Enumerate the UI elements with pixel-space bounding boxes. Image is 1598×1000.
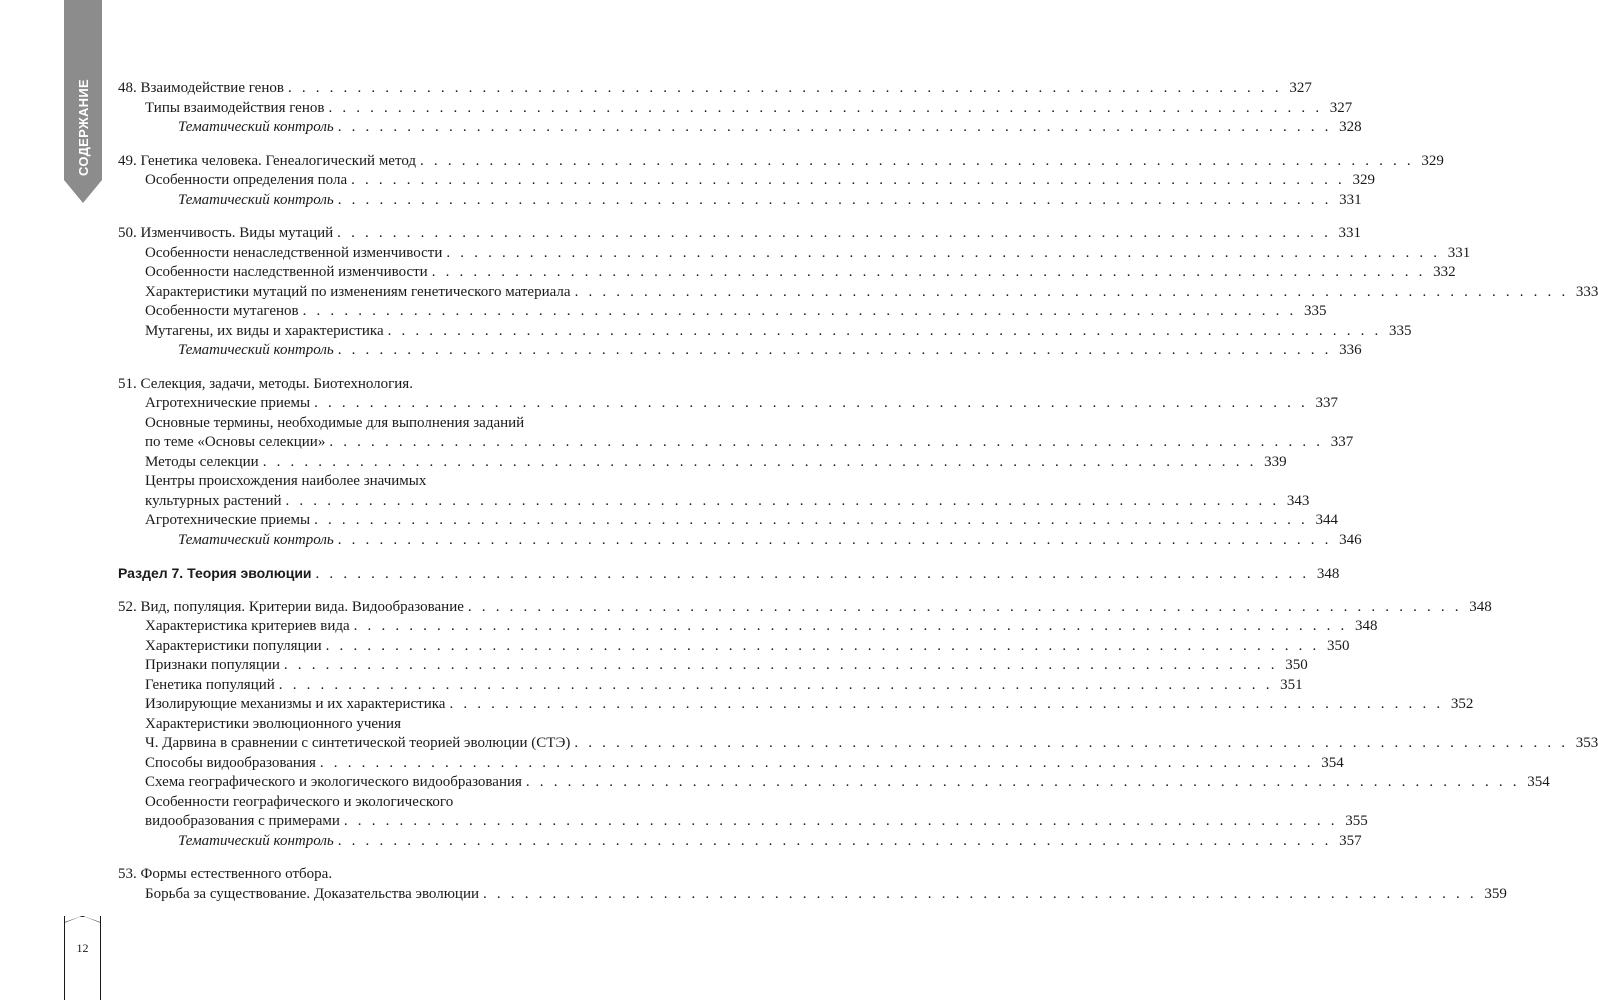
toc-page-number: 359 xyxy=(1484,885,1507,902)
toc-page-number: 331 xyxy=(1339,191,1362,208)
page-number: 12 xyxy=(76,941,89,955)
toc-group xyxy=(118,564,1340,584)
toc-leader-dots: . . . . . . . . . . . . . . . . . . . . . . . . . . . . . . . . . . . . . . . . . . . . . . . . . . . . . . . . . . . . . . . . . . . . . . . . xyxy=(285,492,1280,509)
toc-entry-row xyxy=(118,394,1338,414)
toc-page-number: 337 xyxy=(1330,434,1354,450)
toc-entry-title: Мутагены, их виды и характеристика xyxy=(145,322,384,339)
toc-entry-title: Агротехнические приемы xyxy=(145,512,311,528)
toc-entry-row xyxy=(118,492,1310,512)
toc-page-number: 348 xyxy=(1469,598,1492,615)
toc-entry-row xyxy=(118,472,733,492)
toc-entry-row xyxy=(118,244,1471,264)
toc-entry-title: Тематический контроль xyxy=(178,342,334,358)
toc-page-number: 331 xyxy=(1447,244,1471,261)
toc-page-number: 353 xyxy=(1575,735,1598,751)
toc-leader-dots: . . . . . . . . . . . . . . . . . . . . . . . . . . . . . . . . . . . . . . . . . . . . . . . . . . . . . . . . . . . . . . . . . . . . . . . . xyxy=(431,264,1426,280)
toc-entry-row xyxy=(118,885,1507,905)
page-number-box xyxy=(64,916,101,1000)
toc-leader-dots: . . . . . . . . . . . . . . . . . . . . . . . . . . . . . . . . . . . . . . . . . . . . . . . . . . . . . . . . . . . . . . . . . . . . . . . . xyxy=(302,303,1297,319)
toc-page-number: 329 xyxy=(1352,172,1375,188)
toc-chapter-row xyxy=(118,865,733,885)
toc-entry-row xyxy=(118,433,1354,453)
toc-page-number: 344 xyxy=(1315,512,1338,528)
toc-leader-dots: . . . . . . . . . . . . . . . . . . . . . . . . . . . . . . . . . . . . . . . . . . . . . . . . . . . . . . . . . . . . . . . . . . . . . . . . xyxy=(574,735,1569,751)
toc-entry-row xyxy=(118,283,1598,303)
toc-leader-dots: . . . . . . . . . . . . . . . . . . . . . . . . . . . . . . . . . . . . . . . . . . . . . . . . . . . . . . . . . . . . . . . . . . . . . . . . xyxy=(314,395,1308,411)
toc-leader-dots: . . . . . . . . . . . . . . . . . . . . . . . . . . . . . . . . . . . . . . . . . . . . . . . . . . . . . . . . . . . . . . . . . . . . . . . . xyxy=(337,119,1332,135)
toc-entry-row xyxy=(118,773,1550,793)
toc-leader-dots: . . . . . . . . . . . . . . . . . . . . . . . . . . . . . . . . . . . . . . . . . . . . . . . . . . . . . . . . . . . . . . . . . . . . . . . . xyxy=(574,283,1569,300)
toc-leader-dots: . . . . . . . . . . . . . . . . . . . . . . . . . . . . . . . . . . . . . . . . . . . . . . . . . . . . . . . . . . . . . . . . . . . . . . . . xyxy=(343,813,1338,829)
toc-entry-row xyxy=(118,812,1368,832)
toc-entry-title: по теме «Основы селекции» xyxy=(145,434,326,450)
toc-chapter-row xyxy=(118,224,1362,244)
toc-page-number: 355 xyxy=(1345,813,1368,829)
toc-entry-title: Агротехнические приемы xyxy=(145,395,311,411)
toc-group xyxy=(118,79,1362,138)
toc-page-number: 354 xyxy=(1527,774,1550,790)
toc-entry-title: Характеристики популяции xyxy=(145,637,322,654)
toc-leader-dots: . . . . . . . . . . . . . . . . . . . . . . . . . . . . . . . . . . . . . . . . . . . . . . . . . . . . . . . . . . . . . . . . . . . . . . . . xyxy=(420,152,1414,169)
toc-page-number: 332 xyxy=(1433,264,1456,280)
toc-leader-dots: . . . . . . . . . . . . . . . . . . . . . . . . . . . . . . . . . . . . . . . . . . . . . . . . . . . . . . . . . . . . . . . . . . . . . . . . xyxy=(353,618,1348,634)
toc-chapter-row xyxy=(118,152,1444,172)
toc-control-row xyxy=(118,531,1362,551)
toc-entry-title: Характеристики эволюционного учения xyxy=(145,715,401,732)
toc-page-number: 335 xyxy=(1388,322,1412,339)
toc-group xyxy=(118,375,1362,551)
toc-page-number: 337 xyxy=(1315,395,1338,411)
toc-entry-title: Борьба за существование. Доказательства эволюции xyxy=(145,885,479,902)
toc-page-number: 331 xyxy=(1338,225,1362,241)
toc-leader-dots: . . . . . . . . . . . . . . . . . . . . . . . . . . . . . . . . . . . . . . . . . . . . . . . . . . . . . . . . . . . . . . . . . . . . . . . . xyxy=(351,172,1345,188)
toc-entry-title: 50. Изменчивость. Виды мутаций xyxy=(118,225,334,241)
toc-entry-row xyxy=(118,511,1338,531)
toc-entry-row xyxy=(118,695,1474,715)
toc-page-number: 329 xyxy=(1421,152,1444,169)
toc-entry-title: Тематический контроль xyxy=(178,832,334,849)
toc-entry-row xyxy=(118,302,1327,322)
toc-page-number: 354 xyxy=(1321,754,1344,771)
toc-control-row xyxy=(118,191,1362,211)
toc-leader-dots: . . . . . . . . . . . . . . . . . . . . . . . . . . . . . . . . . . . . . . . . . . . . . . . . . . . . . . . . . . . . . . . . . . . . . . . . xyxy=(329,434,1324,450)
toc-entry-row xyxy=(118,617,1378,637)
toc-page-number: 350 xyxy=(1327,637,1350,654)
toc-leader-dots: . . . . . . . . . . . . . . . . . . . . . . . . . . . . . . . . . . . . . . . . . . . . . . . . . . . . . . . . . . . . . . . . . . . . . . . . xyxy=(283,657,1278,673)
toc-page-number: 339 xyxy=(1264,453,1287,470)
toc-entry-title: Способы видообразования xyxy=(145,754,316,771)
toc-entry-title: Тематический контроль xyxy=(178,191,334,208)
toc-entry-title: Тематический контроль xyxy=(178,531,334,548)
toc-entry-row xyxy=(118,656,1308,676)
toc-chapter-row xyxy=(118,79,1312,99)
toc-entry-title: 52. Вид, популяция. Критерии вида. Видообразование xyxy=(118,598,464,615)
toc-leader-dots: . . . . . . . . . . . . . . . . . . . . . . . . . . . . . . . . . . . . . . . . . . . . . . . . . . . . . . . . . . . . . . . . . . . . . . . . xyxy=(467,598,1462,615)
toc-leader-dots: . . . . . . . . . . . . . . . . . . . . . . . . . . . . . . . . . . . . . . . . . . . . . . . . . . . . . . . . . . . . . . . . . . . . . . . . xyxy=(278,676,1273,693)
toc-leader-dots: . . . . . . . . . . . . . . . . . . . . . . . . . . . . . . . . . . . . . . . . . . . . . . . . . . . . . . . . . . . . . . . . . . . . . . . . xyxy=(262,453,1257,470)
toc-entry-title: Особенности географического и экологического xyxy=(145,793,454,810)
toc-entry-row xyxy=(118,754,1344,774)
toc-entry-title: 48. Взаимодействие генов xyxy=(118,80,284,96)
toc-leader-dots: . . . . . . . . . . . . . . . . . . . . . . . . . . . . . . . . . . . . . . . . . . . . . . . . . . . . . . . . . . . . . . . . . . . . . . . . xyxy=(446,244,1441,261)
toc-leader-dots: . . . . . . . . . . . . . . . . . . . . . . . . . . . . . . . . . . . . . . . . . . . . . . . . . . . . . . . . . . . . . . . . . . . . . . . . xyxy=(525,774,1520,790)
toc-page-number: 351 xyxy=(1280,676,1303,693)
section-tab-label xyxy=(64,62,102,192)
toc-entry-row xyxy=(118,414,733,434)
toc-entry-title: Характеристики мутаций по изменениям генетического материала xyxy=(145,283,571,300)
toc-leader-dots: . . . . . . . . . . . . . . . . . . . . . . . . . . . . . . . . . . . . . . . . . . . . . . . . . . . . . . . . . . . . . . . . . . . . . . . . xyxy=(319,754,1314,771)
toc-entry-title: Особенности ненаследственной изменчивости xyxy=(145,244,443,261)
toc-control-row xyxy=(118,118,1362,138)
toc-entry-title: Центры происхождения наиболее значимых xyxy=(145,473,427,489)
toc-entry-title: культурных растений xyxy=(145,492,282,509)
table-of-contents xyxy=(118,79,1598,918)
toc-entry-row xyxy=(118,322,1412,342)
toc-chapter-row xyxy=(118,375,733,395)
toc-entry-title: Изолирующие механизмы и их характеристика xyxy=(145,696,446,712)
toc-leader-dots: . . . . . . . . . . . . . . . . . . . . . . . . . . . . . . . . . . . . . . . . . . . . . . . . . . . . . . . . . . . . . . . . . . . . . . . . xyxy=(449,696,1444,712)
toc-entry-row xyxy=(118,99,1353,119)
toc-leader-dots: . . . . . . . . . . . . . . . . . . . . . . . . . . . . . . . . . . . . . . . . . . . . . . . . . . . . . . . . . . . . . . . . . . . . . . . . xyxy=(315,566,1310,582)
toc-entry-title: Раздел 7. Теория эволюции xyxy=(118,565,312,581)
toc-group xyxy=(118,598,1598,852)
toc-page-number: 348 xyxy=(1316,566,1340,582)
section-tab-text: СОДЕРЖАНИЕ xyxy=(75,78,91,176)
toc-page-number: 333 xyxy=(1575,283,1598,300)
toc-section-heading xyxy=(118,564,1340,584)
toc-leader-dots: . . . . . . . . . . . . . . . . . . . . . . . . . . . . . . . . . . . . . . . . . . . . . . . . . . . . . . . . . . . . . . . . . . . . . . . . xyxy=(287,80,1282,96)
toc-page-number: 328 xyxy=(1339,119,1362,135)
toc-page-number: 352 xyxy=(1450,696,1474,712)
toc-entry-title: Особенности мутагенов xyxy=(145,303,299,319)
toc-page-number: 350 xyxy=(1285,657,1308,673)
toc-leader-dots: . . . . . . . . . . . . . . . . . . . . . . . . . . . . . . . . . . . . . . . . . . . . . . . . . . . . . . . . . . . . . . . . . . . . . . . . xyxy=(387,322,1382,339)
toc-entry-row xyxy=(118,793,733,813)
toc-page-number: 348 xyxy=(1355,618,1378,634)
toc-page-number: 346 xyxy=(1339,531,1362,548)
toc-group xyxy=(118,224,1598,361)
toc-entry-title: Признаки популяции xyxy=(145,657,280,673)
toc-entry-title: видообразования с примерами xyxy=(145,813,340,829)
toc-entry-row xyxy=(118,637,1350,657)
toc-leader-dots: . . . . . . . . . . . . . . . . . . . . . . . . . . . . . . . . . . . . . . . . . . . . . . . . . . . . . . . . . . . . . . . . . . . . . . . . xyxy=(483,885,1477,902)
toc-leader-dots: . . . . . . . . . . . . . . . . . . . . . . . . . . . . . . . . . . . . . . . . . . . . . . . . . . . . . . . . . . . . . . . . . . . . . . . . xyxy=(314,512,1308,528)
toc-leader-dots: . . . . . . . . . . . . . . . . . . . . . . . . . . . . . . . . . . . . . . . . . . . . . . . . . . . . . . . . . . . . . . . . . . . . . . . . xyxy=(325,637,1320,654)
toc-entry-title: Характеристика критериев вида xyxy=(145,618,350,634)
toc-entry-row xyxy=(118,734,1598,754)
toc-chapter-row xyxy=(118,598,1492,618)
toc-entry-row xyxy=(118,715,733,735)
toc-entry-title: 51. Селекция, задачи, методы. Биотехнология. xyxy=(118,375,413,392)
toc-leader-dots: . . . . . . . . . . . . . . . . . . . . . . . . . . . . . . . . . . . . . . . . . . . . . . . . . . . . . . . . . . . . . . . . . . . . . . . . xyxy=(337,225,1332,241)
toc-entry-title: 49. Генетика человека. Генеалогический метод xyxy=(118,152,417,169)
toc-page-number: 343 xyxy=(1286,492,1310,509)
toc-page-number: 336 xyxy=(1339,342,1362,358)
toc-entry-row xyxy=(118,676,1303,696)
toc-entry-title: Ч. Дарвина в сравнении с синтетической теорией эволюции (СТЭ) xyxy=(145,735,571,751)
toc-entry-row xyxy=(118,453,1287,473)
toc-page-number: 327 xyxy=(1289,80,1312,96)
toc-entry-title: Типы взаимодействия генов xyxy=(145,99,325,116)
toc-entry-title: Тематический контроль xyxy=(178,119,334,135)
toc-control-row xyxy=(118,341,1362,361)
toc-entry-row xyxy=(118,171,1375,191)
toc-page-number: 357 xyxy=(1339,832,1362,849)
toc-entry-title: Методы селекции xyxy=(145,453,259,470)
toc-control-row xyxy=(118,832,1362,852)
toc-leader-dots: . . . . . . . . . . . . . . . . . . . . . . . . . . . . . . . . . . . . . . . . . . . . . . . . . . . . . . . . . . . . . . . . . . . . . . . . xyxy=(328,99,1323,116)
toc-leader-dots: . . . . . . . . . . . . . . . . . . . . . . . . . . . . . . . . . . . . . . . . . . . . . . . . . . . . . . . . . . . . . . . . . . . . . . . . xyxy=(337,832,1332,849)
toc-page-number: 335 xyxy=(1303,303,1327,319)
toc-leader-dots: . . . . . . . . . . . . . . . . . . . . . . . . . . . . . . . . . . . . . . . . . . . . . . . . . . . . . . . . . . . . . . . . . . . . . . . . xyxy=(337,531,1332,548)
toc-leader-dots: . . . . . . . . . . . . . . . . . . . . . . . . . . . . . . . . . . . . . . . . . . . . . . . . . . . . . . . . . . . . . . . . . . . . . . . . xyxy=(337,342,1332,358)
toc-entry-title: Генетика популяций xyxy=(145,676,275,693)
toc-entry-title: Особенности наследственной изменчивости xyxy=(145,264,428,280)
toc-group xyxy=(118,865,1507,904)
toc-leader-dots: . . . . . . . . . . . . . . . . . . . . . . . . . . . . . . . . . . . . . . . . . . . . . . . . . . . . . . . . . . . . . . . . . . . . . . . . xyxy=(337,191,1332,208)
toc-group xyxy=(118,152,1444,211)
toc-entry-title: 53. Формы естественного отбора. xyxy=(118,866,333,882)
toc-page-number: 327 xyxy=(1329,99,1353,116)
toc-entry-title: Особенности определения пола xyxy=(145,172,348,188)
toc-entry-title: Схема географического и экологического видообразования xyxy=(145,774,522,790)
toc-entry-title: Основные термины, необходимые для выполнения заданий xyxy=(145,414,525,431)
toc-entry-row xyxy=(118,263,1456,283)
